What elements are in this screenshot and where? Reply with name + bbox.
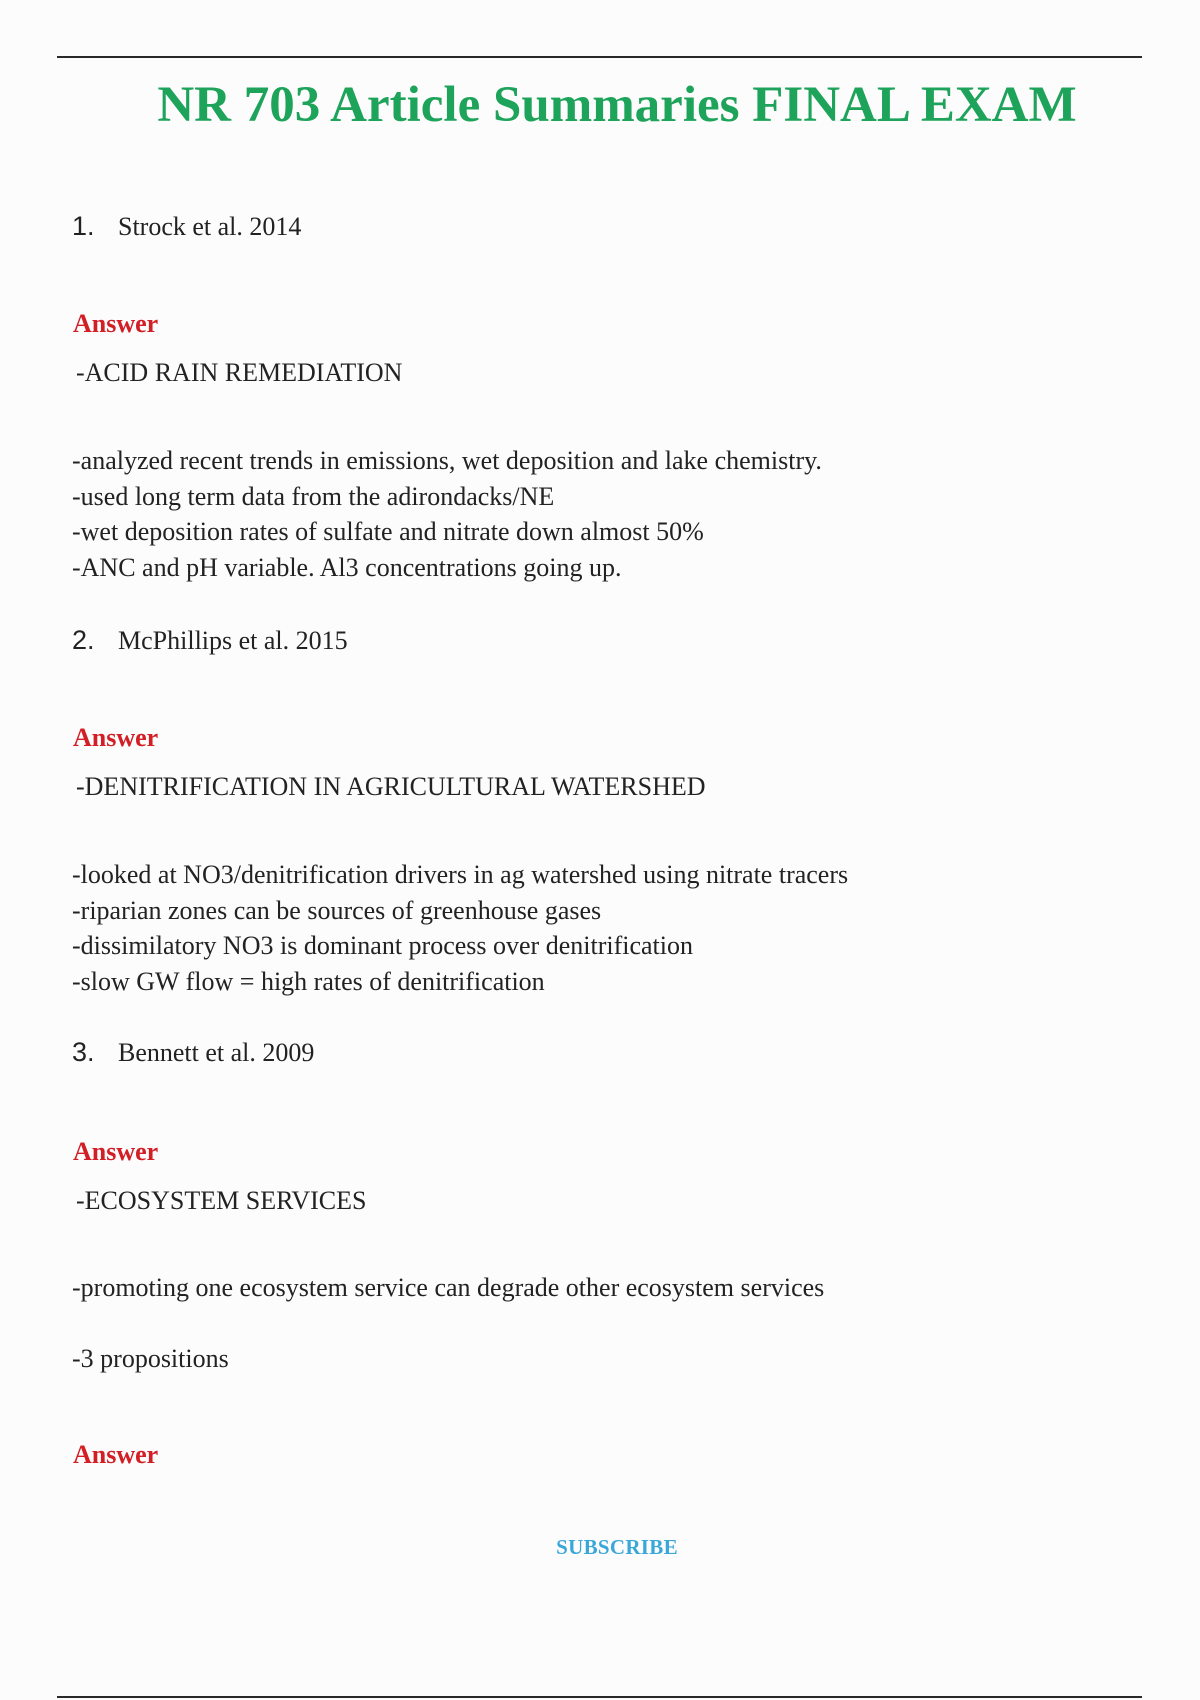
question-citation: Strock et al. 2014 <box>118 212 302 241</box>
top-rule <box>57 56 1142 58</box>
question-citation: McPhillips et al. 2015 <box>118 626 348 655</box>
answer-heading: -DENITRIFICATION IN AGRICULTURAL WATERSHED <box>76 772 706 801</box>
answer-point: -ANC and pH variable. Al3 concentrations going up. <box>72 552 622 582</box>
answer-label: Answer <box>73 1440 159 1469</box>
question-number: 1. <box>72 211 95 241</box>
answer-point: -3 propositions <box>72 1344 229 1373</box>
question-number: 3. <box>72 1037 95 1067</box>
answer-point: -dissimilatory NO3 is dominant process over denitrification <box>72 931 693 960</box>
answer-point: -promoting one ecosystem service can degrade other ecosystem services <box>72 1273 825 1302</box>
answer-label: Answer <box>73 723 159 752</box>
subscribe-link[interactable]: SUBSCRIBE <box>556 1535 678 1559</box>
answer-label: Answer <box>73 309 159 338</box>
answer-point: -riparian zones can be sources of greenhouse gases <box>72 895 602 925</box>
answer-point: -analyzed recent trends in emissions, wet deposition and lake chemistry. <box>72 446 822 475</box>
answer-point: -looked at NO3/denitrification drivers in ag watershed using nitrate tracers <box>72 860 849 889</box>
answer-heading: -ACID RAIN REMEDIATION <box>76 358 403 387</box>
answer-point: -used long term data from the adirondacks/NE <box>72 481 555 511</box>
answer-point: -slow GW flow = high rates of denitrification <box>72 966 545 996</box>
question-citation: Bennett et al. 2009 <box>118 1038 315 1067</box>
bottom-rule <box>57 1696 1142 1698</box>
answer-point: -wet deposition rates of sulfate and nitrate down almost 50% <box>72 517 704 546</box>
answer-points <box>72 857 848 999</box>
answer-heading: -ECOSYSTEM SERVICES <box>76 1186 367 1215</box>
question-number: 2. <box>72 625 95 655</box>
page-title: NR 703 Article Summaries FINAL EXAM <box>157 77 1077 133</box>
answer-label: Answer <box>73 1137 159 1166</box>
answer-points <box>72 443 822 585</box>
